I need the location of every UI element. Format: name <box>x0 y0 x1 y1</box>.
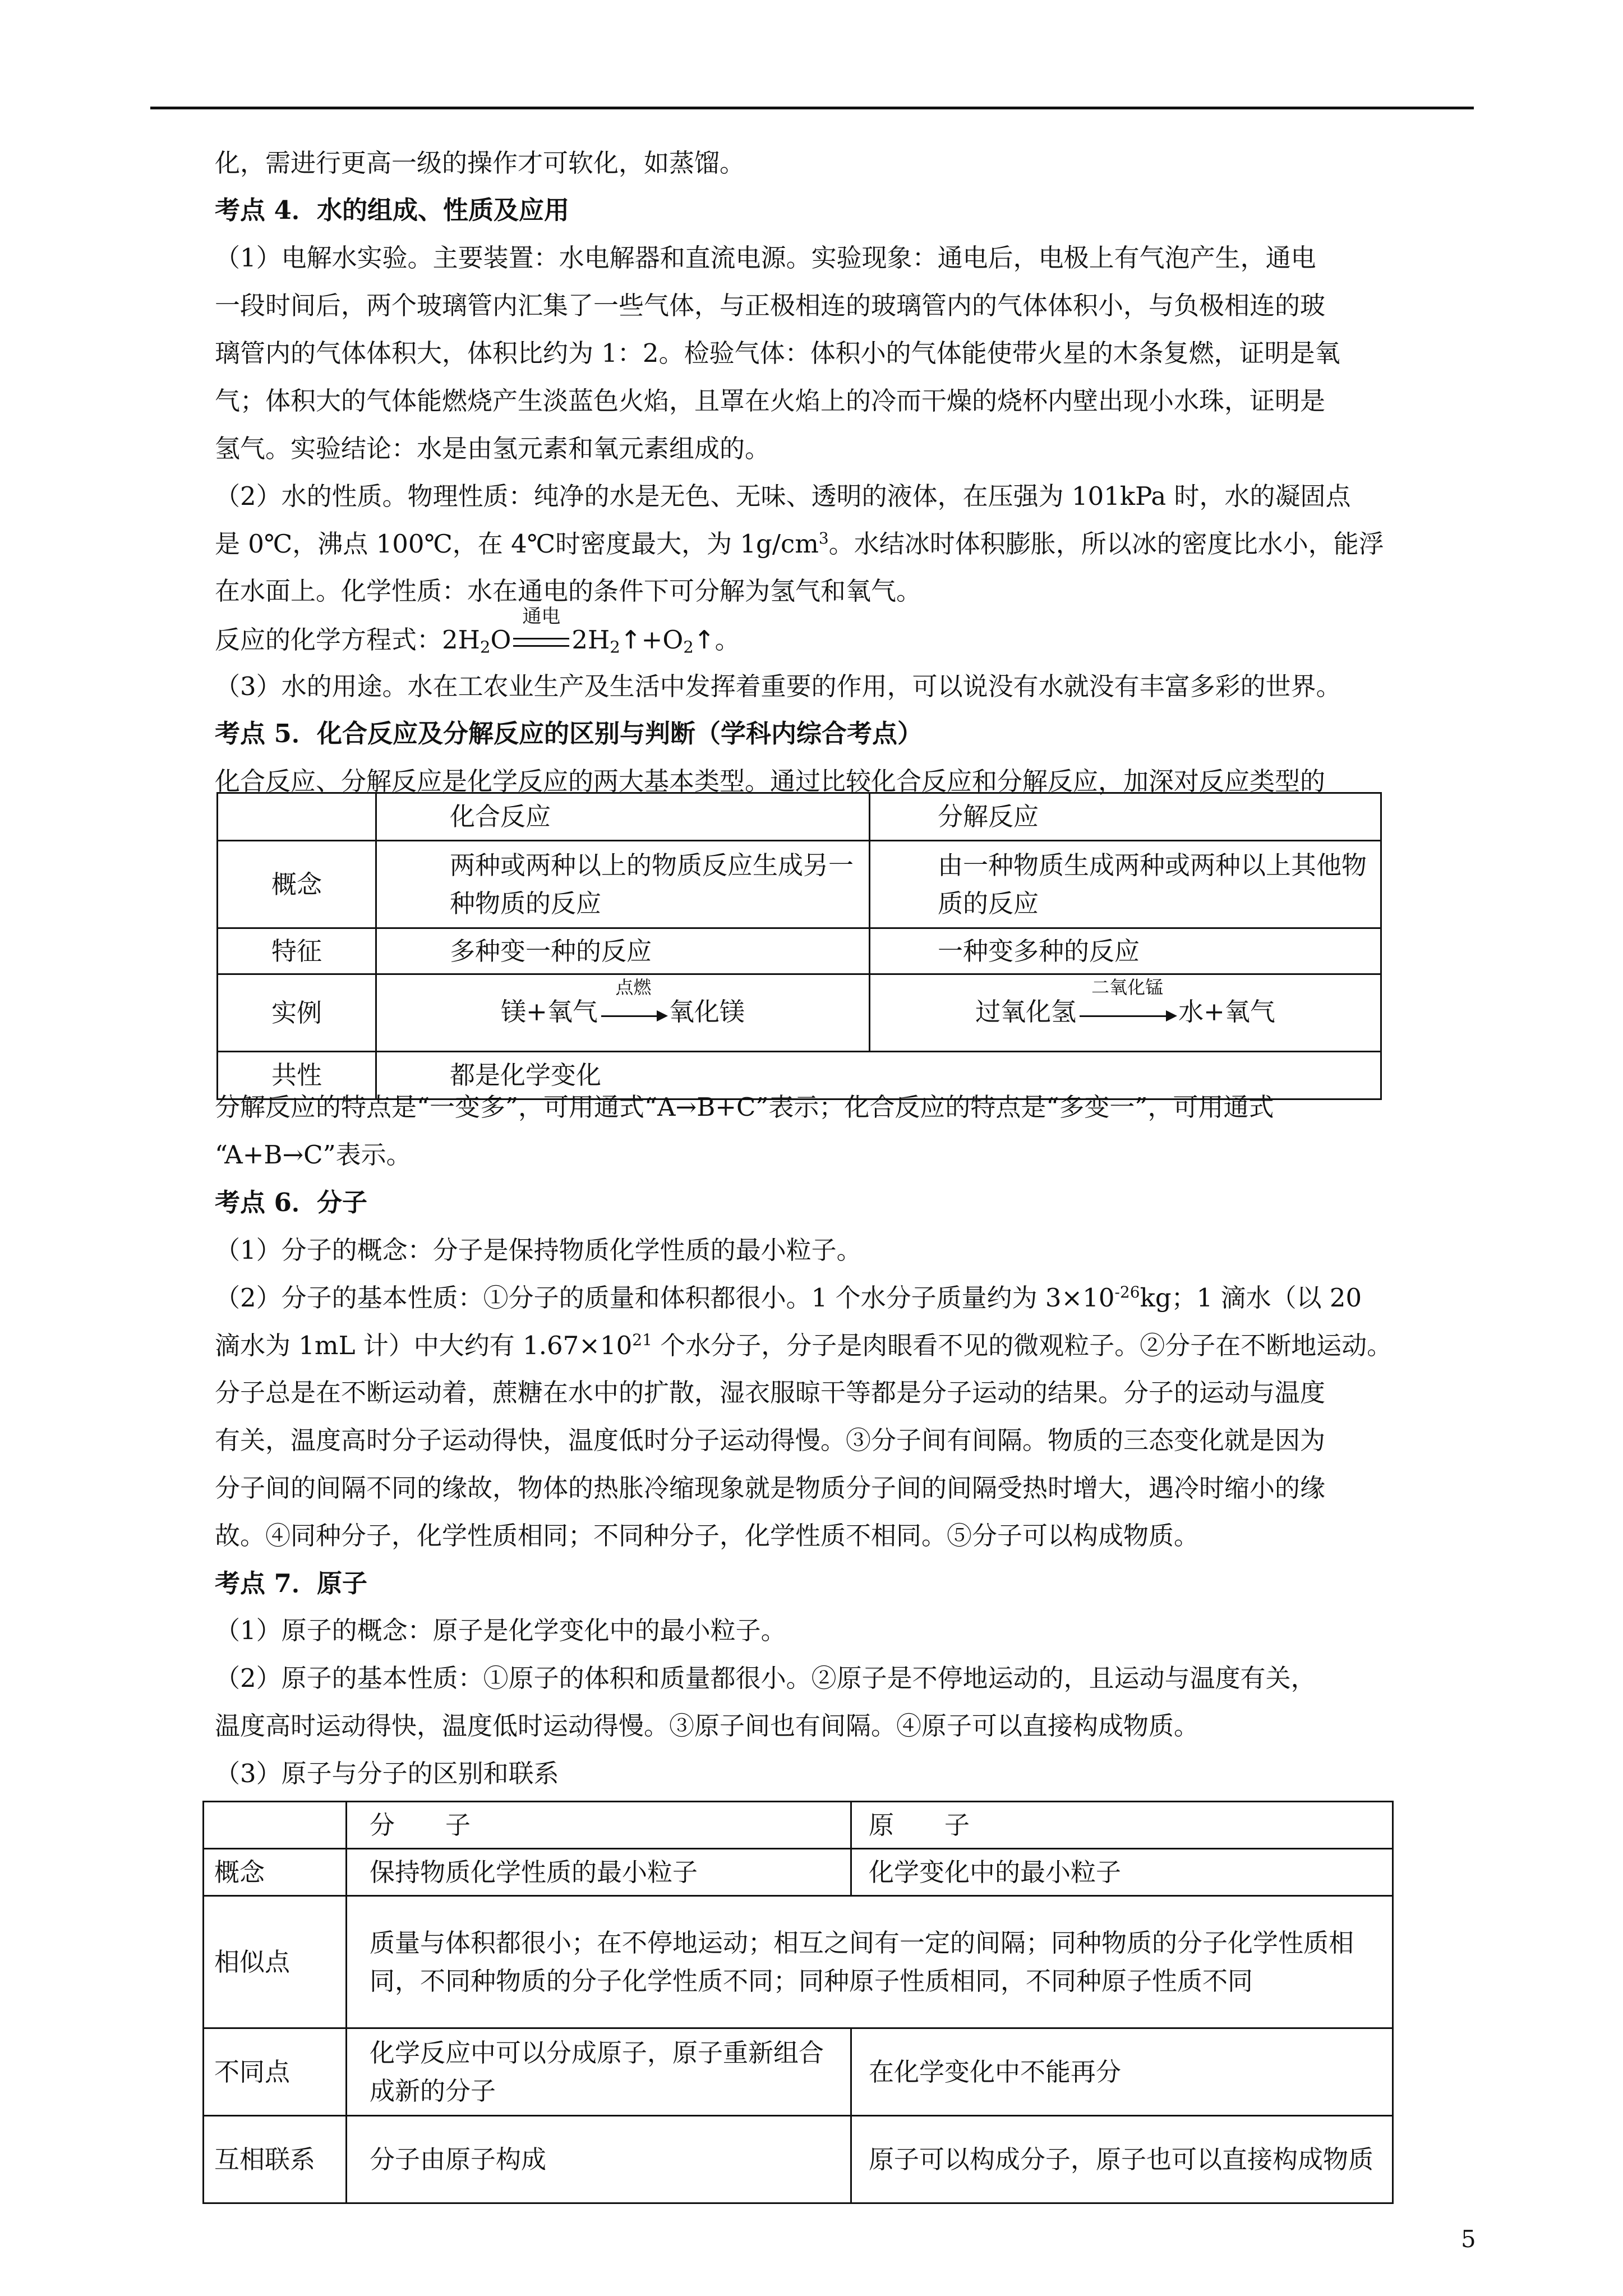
section-heading: 考点 5．化合反应及分解反应的区别与判断（学科内综合考点） <box>215 719 923 748</box>
table-row: 概念 保持物质化学性质的最小粒子 化学变化中的最小粒子 <box>204 1849 1393 1896</box>
text-line: （2）分子的基本性质：①分子的质量和体积都很小。1 个水分子质量约为 $3\times 10^{-26}kg$；1 滴水（以 20 <box>215 1283 1362 1313</box>
reaction-arrow: 点燃 <box>601 995 666 1033</box>
text-line: （1）分子的概念：分子是保持物质化学性质的最小粒子。 <box>215 1235 862 1265</box>
text-line: 故。④同种分子，化学性质相同；不同种分子，化学性质不相同。⑤分子可以构成物质。 <box>215 1521 1200 1550</box>
text-line: 氢气。实验结论：水是由氢元素和氧元素组成的。 <box>215 434 771 463</box>
table-row: 相似点 质量与体积都很小；在不停地运动；相互之间有一定的间隔；同种物质的分子化学性质相同，不同种物质的分子化学性质不同；同种原子性质相同，不同种原子性质不同 <box>204 1896 1393 2028</box>
table-row: 概念 两种或两种以上的物质反应生成另一种物质的反应 由一种物质生成两种或两种以上其他物质的反应 <box>218 841 1381 928</box>
text-line: 是 0℃，沸点 100℃，在 4℃时密度最大，为 $1g/cm^3$。水结冰时体积膨胀，所以冰的密度比水小，能浮 <box>215 529 1384 559</box>
text-line: 在水面上。化学性质：水在通电的条件下可分解为氢气和氧气。 <box>215 576 922 606</box>
text-line: （2）原子的基本性质：①原子的体积和质量都很小。②原子是不停地运动的，且运动与温度有关， <box>215 1663 1316 1693</box>
text-line: 化合反应、分解反应是化学反应的两大基本类型。通过比较化合反应和分解反应，加深对反应类型的 <box>215 766 1326 796</box>
text-line: 滴水为 1mL 计）中大约有 $1.67\times 10^{21}$ 个水分子，分子是肉眼看不见的微观粒子。②分子在不断地运动。 <box>215 1331 1393 1360</box>
text-line: 化，需进行更高一级的操作才可软化，如蒸馏。 <box>215 148 745 178</box>
page-number: 5 <box>1461 2225 1476 2253</box>
header-molecule: 分 子 <box>347 1802 851 1849</box>
reaction-comparison-table <box>216 792 1382 1100</box>
text-line: （3）原子与分子的区别和联系 <box>215 1759 559 1788</box>
header-combination: 化合反应 <box>376 793 870 841</box>
section-heading: 考点 7．原子 <box>215 1568 367 1598</box>
text-line: 分解反应的特点是“一变多”，可用通式“A→B+C”表示；化合反应的特点是“多变一”，可用通式 <box>215 1092 1274 1122</box>
text-line: 气；体积大的气体能燃烧产生淡蓝色火焰，且罩在火焰上的冷而干燥的烧杯内壁出现小水珠，证明是 <box>215 386 1326 416</box>
table-header-row <box>218 793 1381 841</box>
table-row: 不同点 化学反应中可以分成原子，原子重新组合成新的分子 在化学变化中不能再分 <box>204 2028 1393 2116</box>
text-line: 一段时间后，两个玻璃管内汇集了一些气体，与正极相连的玻璃管内的气体体积小，与负极相连的玻 <box>215 291 1326 320</box>
text-line: 分子间的间隔不同的缘故，物体的热胀冷缩现象就是物质分子间的间隔受热时增大，遇冷时缩小的缘 <box>215 1473 1326 1503</box>
header-decomposition: 分解反应 <box>870 793 1381 841</box>
text-line: “A+B→C”表示。 <box>215 1140 412 1170</box>
text-line: 温度高时运动得快，温度低时运动得慢。③原子间也有间隔。④原子可以直接构成物质。 <box>215 1711 1200 1741</box>
chemical-equation: 反应的化学方程式：$2H_2O$ 通电 $2H_2↑+O_2↑$。 <box>215 605 740 657</box>
section-heading: 考点 6．分子 <box>215 1188 367 1217</box>
header-rule <box>150 107 1474 109</box>
text-line: 分子总是在不断运动着，蔗糖在水中的扩散，湿衣服晾干等都是分子运动的结果。分子的运动与温度 <box>215 1378 1326 1407</box>
equation-condition: 通电 <box>522 605 561 628</box>
table-header-row <box>204 1802 1393 1849</box>
molecule-atom-table <box>202 1801 1394 2204</box>
text-line: （2）水的性质。物理性质：纯净的水是无色、无味、透明的液体，在压强为 101kPa 时，水的凝固点 <box>215 481 1351 511</box>
header-atom: 原 子 <box>851 1802 1393 1849</box>
text-line: （1）原子的概念：原子是化学变化中的最小粒子。 <box>215 1616 786 1645</box>
table-row: 特征 多种变一种的反应 一种变多种的反应 <box>218 928 1381 974</box>
text-line: 璃管内的气体体积大，体积比约为 1：2。检验气体：体积小的气体能使带火星的木条复燃，证明是氧 <box>215 338 1340 368</box>
section-heading: 考点 4．水的组成、性质及应用 <box>215 195 569 225</box>
text-line: （1）电解水实验。主要装置：水电解器和直流电源。实验现象：通电后，电极上有气泡产生，通电 <box>215 243 1316 273</box>
table-row: 共性 都是化学变化 <box>218 1052 1381 1099</box>
table-row: 实例 镁+氧气 点燃 氧化镁 过氧化氢 二氧化锰 水+氧气 <box>218 974 1381 1052</box>
table-row: 互相联系 分子由原子构成 原子可以构成分子，原子也可以直接构成物质 <box>204 2116 1393 2203</box>
text-line: 有关，温度高时分子运动得快，温度低时分子运动得慢。③分子间有间隔。物质的三态变化就是因为 <box>215 1425 1326 1455</box>
text-line: （3）水的用途。水在工农业生产及生活中发挥着重要的作用，可以说没有水就没有丰富多彩的世界。 <box>215 671 1341 701</box>
reaction-arrow: 二氧化锰 <box>1080 995 1175 1033</box>
